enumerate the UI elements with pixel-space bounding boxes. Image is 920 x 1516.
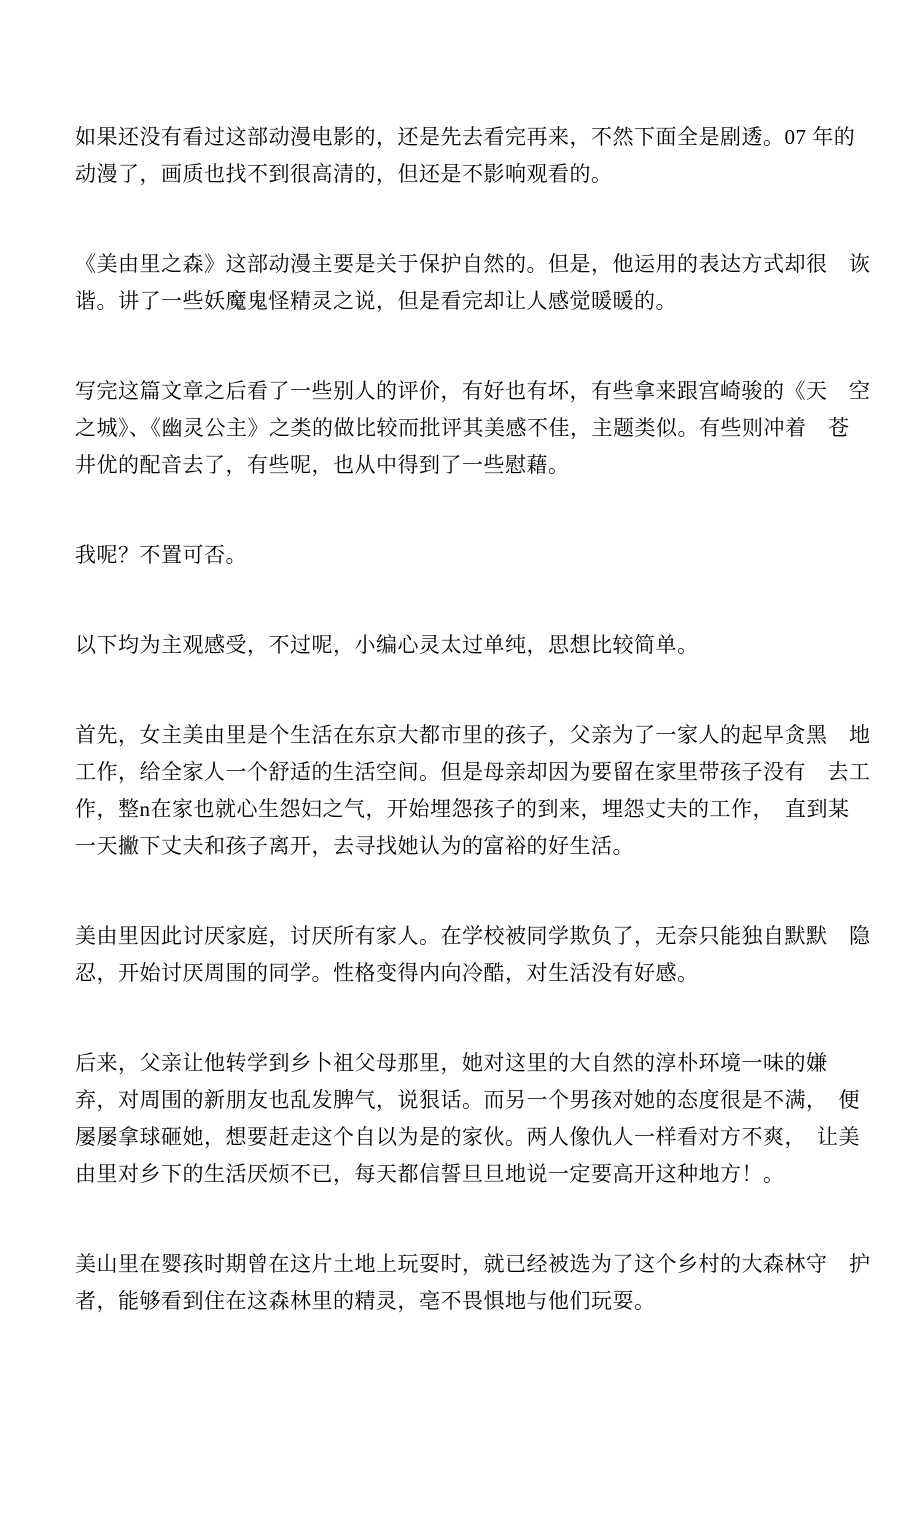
paragraph [75, 246, 871, 320]
text-line: 忍，开始讨厌周围的同学。性格变得内向冷酷，对生活没有好感。 [75, 961, 699, 985]
text-line: 首先，女主美由里是个生活在东京大都市里的孩子，父亲为了一家人的起早贪黑 地 [75, 723, 871, 747]
text-line: 美山里在婴孩时期曾在这片土地上玩耍时，就已经被选为了这个乡村的大森林守 护 [75, 1252, 871, 1276]
text-line: 《美由里之森》这部动漫主要是关于保护自然的。但是，他运用的表达方式却很 诙 [75, 252, 871, 276]
text-line: 如果还没有看过这部动漫电影的，还是先去看完再来，不然下面全是剧透。07 年的 [75, 125, 856, 149]
text-line: 我呢？不置可否。 [75, 543, 247, 567]
text-line: 后来，父亲让他转学到乡卜祖父母那里，她对这里的大自然的淳朴环境一味的嫌 [75, 1051, 828, 1075]
paragraph [75, 717, 871, 865]
text-line: 以下均为主观感受，不过呢，小编心灵太过单纯，思想比较简单。 [75, 633, 699, 657]
text-line: 一天撇下丈夫和孩子离开，去寻找她认为的富裕的好生活。 [75, 834, 634, 858]
paragraph [75, 1045, 860, 1193]
paragraph [75, 119, 856, 193]
text-line: 美由里因此讨厌家庭，讨厌所有家人。在学校被同学欺负了，无奈只能独自默默 隐 [75, 924, 871, 948]
text-line: 者，能够看到住在这森林里的精灵，亳不畏惧地与他们玩耍。 [75, 1289, 656, 1313]
text-line: 写完这篇文章之后看了一些别人的评价，有好也有坏，有些拿来跟宫崎骏的《天 空 [75, 379, 871, 403]
paragraph [75, 537, 848, 574]
text-line: 谐。讲了一些妖魔鬼怪精灵之说，但是看完却让人感觉暖暖的。 [75, 289, 677, 313]
text-line: 屡屡拿球砸她，想要赶走这个自以为是的家伙。两人像仇人一样看对方不爽， 让美 [75, 1125, 860, 1149]
text-line: 工作，给全家人一个舒适的生活空间。但是母亲却因为要留在家里带孩子没有 去工 [75, 760, 871, 784]
text-line: 之城》、《幽灵公主》之类的做比较而批评其美感不佳，主题类似。有些则冲着 苍 [75, 416, 850, 440]
text-line: 井优的配音去了，有些呢，也从中得到了一些慰藉。 [75, 453, 570, 477]
paragraph [75, 627, 848, 664]
text-line: 作，整n在家也就心生怨妇之气，开始埋怨孩子的到来，埋怨丈夫的工作， 直到某 [75, 797, 850, 821]
text-line: 动漫了，画质也找不到很高清的，但还是不影响观看的。 [75, 162, 613, 186]
text-line: 弃，对周围的新朋友也乱发脾气，说狠话。而另一个男孩对她的态度很是不满， 便 [75, 1088, 860, 1112]
paragraph [75, 1246, 871, 1320]
text-line: 由里对乡下的生活厌烦不已，每天都信誓旦旦地说一定要高开这种地方！。 [75, 1162, 785, 1186]
paragraph [75, 373, 871, 484]
paragraph [75, 918, 871, 992]
